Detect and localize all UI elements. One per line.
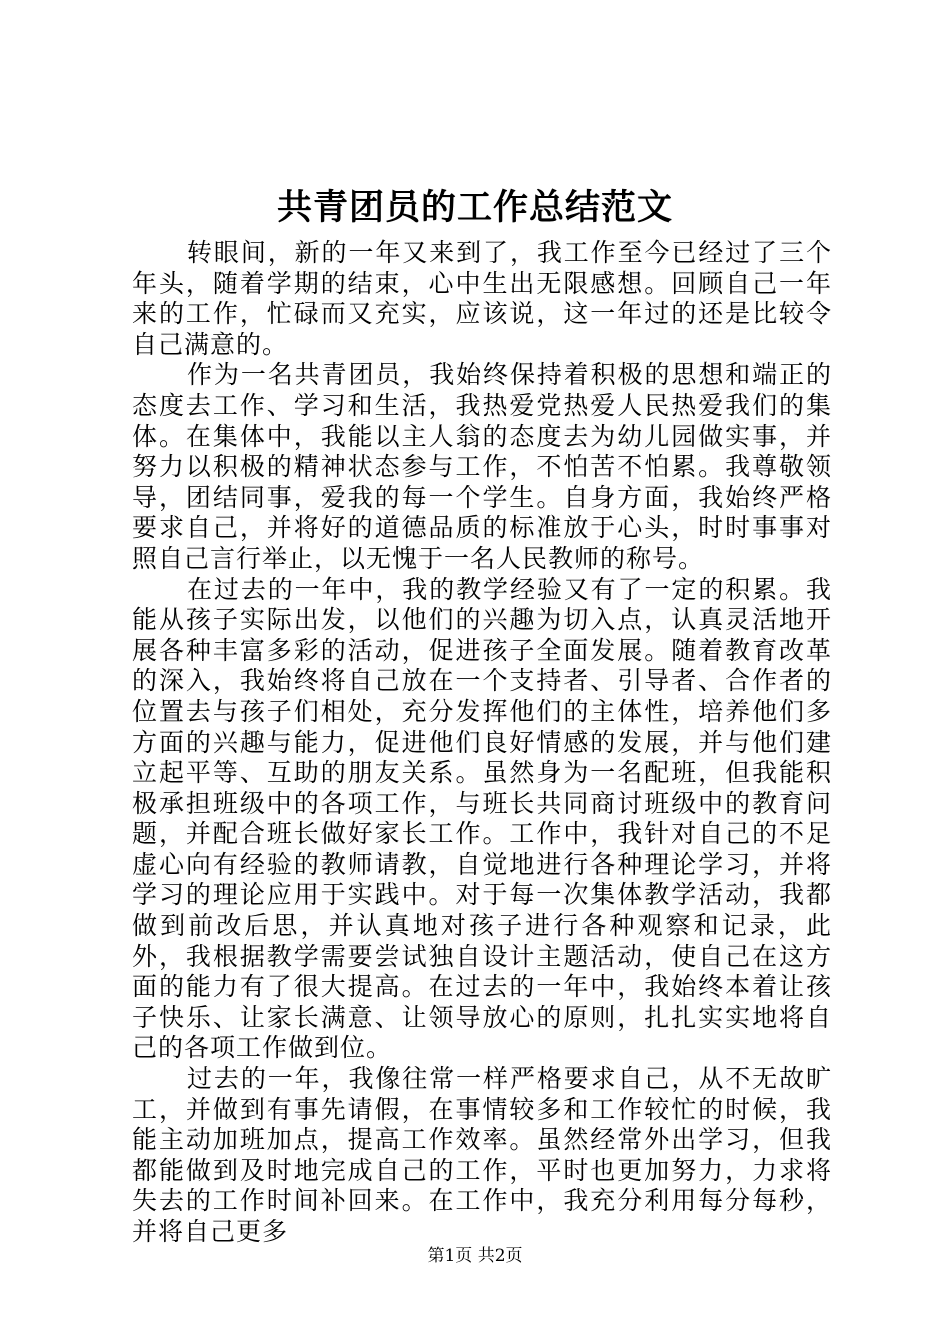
- page-number-footer: 第1页 共2页: [427, 1246, 523, 1266]
- paragraph: 过去的一年，我像往常一样严格要求自己，从不无故旷工，并做到有事先请假，在事情较多和工作较忙的时候，我能主动加班加点，提高工作效率。虽然经常外出学习，但我都能做到及时地完成自己的工作，平时也更加努力，力求将失去的工作时间补回来。在工作中，我充分利用每分每秒，并将自己更多: [132, 1064, 832, 1246]
- document-body: [132, 238, 832, 1248]
- paragraph: 作为一名共青团员，我始终保持着积极的思想和端正的态度去工作、学习和生活，我热爱党热爱人民热爱我们的集体。在集体中，我能以主人翁的态度去为幼儿园做实事，并努力以积极的精神状态参与工作，不怕苦不怕累。我尊敬领导，团结同事，爱我的每一个学生。自身方面，我始终严格要求自己，并将好的道德品质的标准放于心头，时时事事对照自己言行举止，以无愧于一名人民教师的称号。: [132, 360, 832, 573]
- paragraph: 在过去的一年中，我的教学经验又有了一定的积累。我能从孩子实际出发，以他们的兴趣为切入点，认真灵活地开展各种丰富多彩的活动，促进孩子全面发展。随着教育改革的深入，我始终将自己放在一个支持者、引导者、合作者的位置去与孩子们相处，充分发挥他们的主体性，培养他们多方面的兴趣与能力，促进他们良好情感的发展，并与他们建立起平等、互助的朋友关系。虽然身为一名配班，但我能积极承担班级中的各项工作，与班长共同商讨班级中的教育问题，并配合班长做好家长工作。工作中，我针对自己的不足虚心向有经验的教师请教，自觉地进行各种理论学习，并将学习的理论应用于实践中。对于每一次集体教学活动，我都做到前改后思，并认真地对孩子进行各种观察和记录，此外，我根据教学需要尝试独自设计主题活动，使自己在这方面的能力有了很大提高。在过去的一年中，我始终本着让孩子快乐、让家长满意、让领导放心的原则，扎扎实实地将自己的各项工作做到位。: [132, 574, 832, 1063]
- paragraph: 转眼间，新的一年又来到了，我工作至今已经过了三个年头，随着学期的结束，心中生出无限感想。回顾自己一年来的工作，忙碌而又充实，应该说，这一年过的还是比较令自己满意的。: [132, 238, 832, 359]
- document-title: 共青团员的工作总结范文: [276, 187, 673, 228]
